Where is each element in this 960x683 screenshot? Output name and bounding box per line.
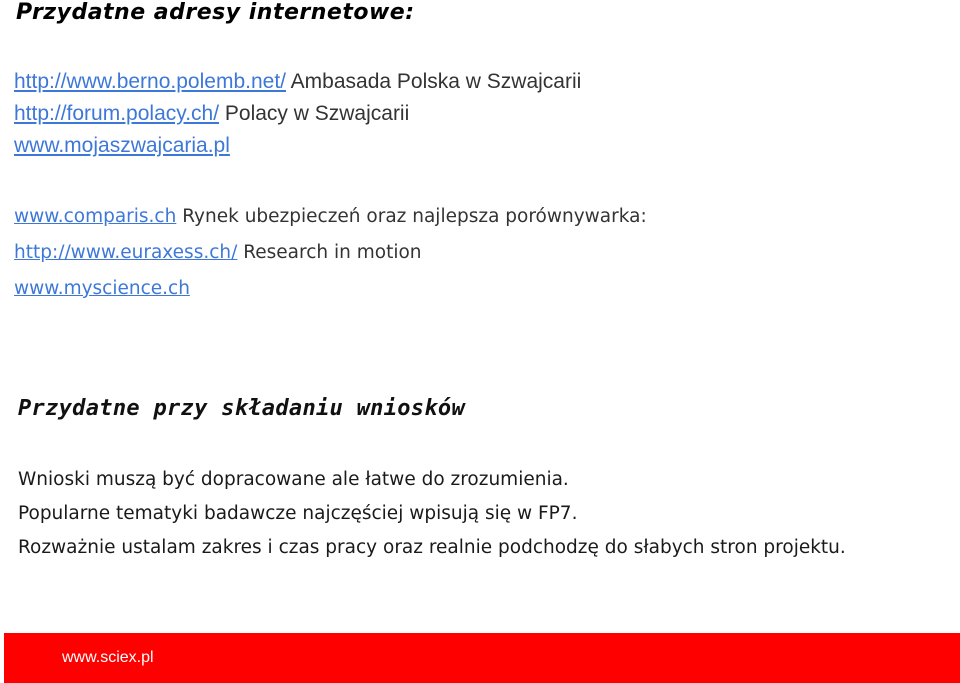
- link-forum-polacy[interactable]: http://forum.polacy.ch/: [14, 102, 220, 125]
- list-item: [14, 66, 581, 98]
- list-item: [14, 271, 647, 307]
- link-description: Polacy w Szwajcarii: [219, 102, 410, 125]
- advice-line: Rozważnie ustalam zakres i czas pracy oraz realnie podchodzę do słabych stron projektu.: [18, 537, 846, 558]
- list-item: [14, 199, 647, 235]
- list-item: [14, 98, 581, 130]
- link-euraxess[interactable]: http://www.euraxess.ch/: [14, 242, 238, 263]
- section-heading: Przydatne przy składaniu wniosków: [18, 396, 465, 421]
- list-item: [14, 130, 581, 162]
- link-mojaszwajcaria[interactable]: www.mojaszwajcaria.pl: [14, 134, 230, 157]
- advice-list: [18, 463, 846, 565]
- page-title: Przydatne adresy internetowe:: [16, 0, 415, 25]
- links-list-secondary: [14, 199, 647, 307]
- link-myscience[interactable]: www.myscience.ch: [14, 278, 190, 299]
- link-description: Rynek ubezpieczeń oraz najlepsza porównywarka:: [176, 206, 647, 227]
- link-comparis[interactable]: www.comparis.ch: [14, 206, 177, 227]
- links-list-primary: [14, 66, 581, 162]
- link-description: Ambasada Polska w Szwajcarii: [286, 70, 582, 93]
- footer-url: www.sciex.pl: [62, 649, 154, 666]
- advice-line: Wnioski muszą być dopracowane ale łatwe do zrozumienia.: [18, 469, 569, 490]
- link-description: Research in motion: [237, 242, 422, 263]
- link-berno-polemb[interactable]: http://www.berno.polemb.net/: [14, 70, 286, 93]
- footer-bar: [4, 633, 960, 683]
- advice-line: Popularne tematyki badawcze najczęściej wpisują się w FP7.: [18, 503, 578, 524]
- list-item: [14, 235, 647, 271]
